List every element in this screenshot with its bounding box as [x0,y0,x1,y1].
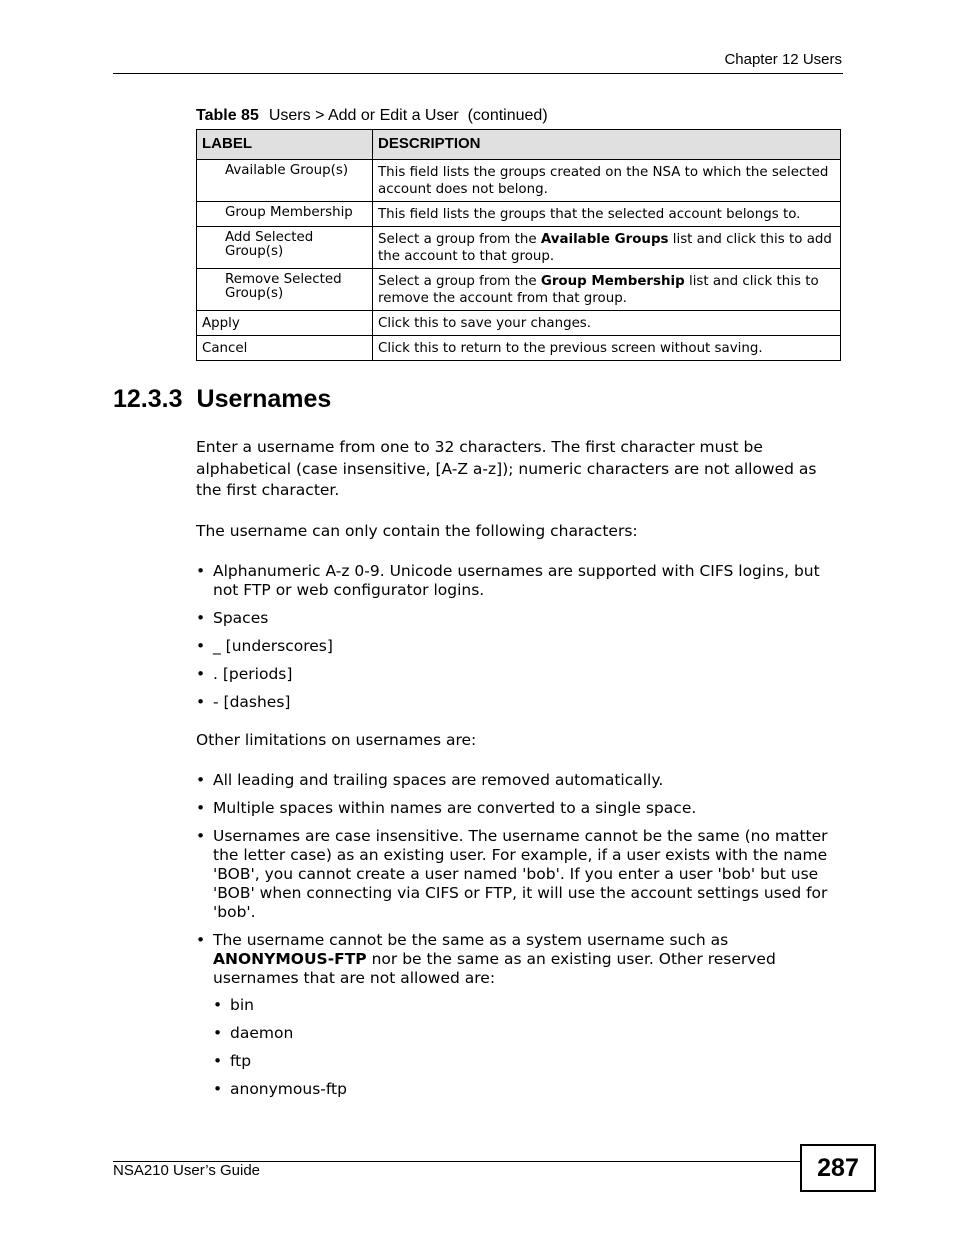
row-label: Cancel [197,336,373,361]
list-item [196,771,841,790]
list-item [213,1024,813,1043]
table-row [197,311,841,336]
bullet-icon: • [196,931,206,949]
bullet-icon: • [213,1052,223,1070]
list-item-text: - [dashes] [213,693,291,711]
description-text: Select a group from the [378,232,541,247]
table-header-row [197,130,841,160]
page-number: 287 [800,1144,876,1192]
reserved-username-bold: ANONYMOUS-FTP [213,950,367,968]
row-description [373,227,841,269]
list-item [196,799,841,818]
section-number: 12.3.3 [113,385,183,413]
table-caption [196,107,548,125]
column-header-description: DESCRIPTION [373,130,841,160]
list-item-text: nor be the same as an existing user. Other reserved usernames that are not allowed are: [213,950,776,987]
row-label: Apply [197,311,373,336]
limits-intro-paragraph: Other limitations on usernames are: [196,731,477,749]
list-item-text: Alphanumeric A-z 0-9. Unicode usernames are supported with CIFS logins, but not FTP or web configurator logins. [213,562,820,599]
row-label: Remove Selected Group(s) [197,269,373,311]
section-heading [113,385,331,414]
description-text: list and click this to add the account to that group. [378,232,832,264]
chars-intro-paragraph: The username can only contain the following characters: [196,522,638,540]
bullet-icon: • [196,827,206,845]
list-item-text: Multiple spaces within names are converted to a single space. [213,799,697,817]
bullet-icon: • [196,637,206,655]
description-text: list and click this to remove the account from that group. [378,274,819,306]
list-item-text: bin [230,996,254,1014]
bullet-icon: • [213,1080,223,1098]
list-item [196,931,841,988]
bullet-icon: • [196,665,206,683]
bullet-icon: • [213,996,223,1014]
row-description: Click this to save your changes. [373,311,841,336]
list-item [196,637,841,656]
row-description [373,269,841,311]
list-item-text: anonymous-ftp [230,1080,347,1098]
row-label: Add Selected Group(s) [197,227,373,269]
chapter-header: Chapter 12 Users [724,51,842,68]
list-item-text: Usernames are case insensitive. The username cannot be the same (no matter the letter case) as an existing user. For example, if a user exists with the name 'BOB', you cannot create a user named 'bob'. If you enter a user 'bob' but use 'BOB' when connecting via CIFS or FTP, it will use the account settings used for 'bob'. [213,827,828,921]
header-rule [113,73,843,74]
list-item [196,827,841,922]
reserved-usernames-list [213,996,813,1099]
description-bold: Available Groups [540,232,669,247]
allowed-chars-list [196,562,841,712]
bullet-icon: • [196,771,206,789]
row-description: Click this to return to the previous screen without saving. [373,336,841,361]
list-item [196,693,841,712]
section-title: Usernames [196,385,332,413]
list-item-text: . [periods] [213,665,293,683]
row-label: Group Membership [197,202,373,227]
limitations-list [196,771,841,988]
bullet-icon: • [213,1024,223,1042]
bullet-icon: • [196,609,206,627]
bullet-icon: • [196,693,206,711]
list-item [196,665,841,684]
table-caption-label: Table 85 [196,107,259,124]
users-table [196,129,841,361]
table-row [197,269,841,311]
list-item-text: _ [underscores] [213,637,333,655]
table-row [197,202,841,227]
list-item-text: ftp [230,1052,252,1070]
row-description: This field lists the groups that the selected account belongs to. [373,202,841,227]
intro-paragraph: Enter a username from one to 32 characters. The first character must be alphabetical (case insensitive, [A-Z a-z]); numeric characters are not allowed as the first character. [196,438,817,499]
bullet-icon: • [196,799,206,817]
list-item [213,996,813,1015]
list-item [196,562,841,600]
list-item-text: The username cannot be the same as a system username such as [213,931,729,949]
table-row [197,227,841,269]
list-item [213,1052,813,1071]
list-item [213,1080,813,1099]
list-item [196,609,841,628]
description-bold: Group Membership [540,274,685,289]
description-text: Select a group from the [378,274,541,289]
row-description: This field lists the groups created on the NSA to which the selected account does not belong. [373,160,841,202]
footer-guide-title: NSA210 User’s Guide [113,1162,261,1179]
table-caption-text: Users > Add or Edit a User (continued) [268,107,548,124]
bullet-icon: • [196,562,206,580]
list-item-text: All leading and trailing spaces are removed automatically. [213,771,664,789]
table-row [197,160,841,202]
list-item-text: daemon [230,1024,294,1042]
column-header-label: LABEL [197,130,373,160]
row-label: Available Group(s) [197,160,373,202]
list-item-text: Spaces [213,609,269,627]
table-row [197,336,841,361]
